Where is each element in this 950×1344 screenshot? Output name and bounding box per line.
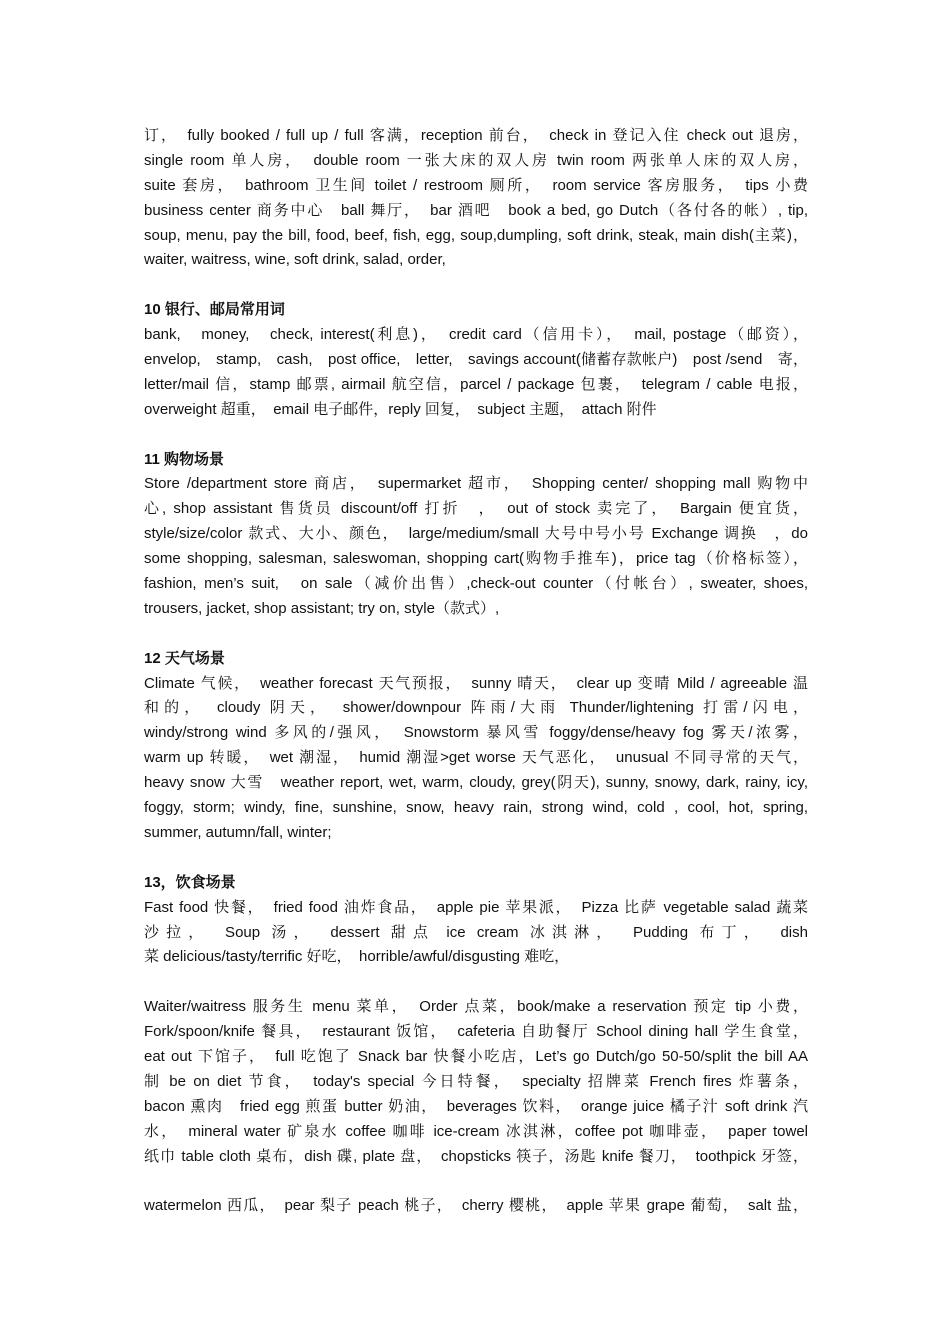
paragraph-gap	[144, 970, 808, 995]
text-line: style/size/color 款式、大小、颜色， large/medium/small 大号中号小号 Exchange 调换 ，do	[144, 525, 808, 543]
paragraph-gap	[144, 622, 808, 647]
text-line: Fast food 快餐， fried food 油炸食品， apple pie 苹果派， Pizza 比萨 vegetable salad 蔬菜	[144, 898, 808, 916]
text-line: eat out 下馆子， full 吃饱了 Snack bar 快餐小吃店，Let’s go Dutch/go 50-50/split the bill AA	[144, 1047, 808, 1065]
text-line: waiter, waitress, wine, soft drink, salad, order,	[144, 251, 446, 269]
text-line: Climate 气候， weather forecast 天气预报， sunny 晴天， clear up 变晴 Mild / agreeable 温	[144, 674, 808, 692]
text-line: trousers, jacket, shop assistant; try on, style（款式）,	[144, 599, 500, 617]
text-line: bank, money, check, interest(利息)， credit card（信用卡）， mail, postage（邮资），	[144, 326, 808, 344]
text-line: foggy, storm; windy, fine, sunshine, snow, heavy rain, strong wind, cold , cool, hot, spring,	[144, 799, 808, 817]
text-line: 和的， cloudy 阴天， shower/downpour 阵雨/大雨 Thunder/lightening 打雷/闪电，	[144, 699, 808, 717]
text-line: suite 套房， bathroom 卫生间 toilet / restroom 厕所， room service 客房服务， tips 小费	[144, 176, 808, 194]
hotel-vocab-paragraph	[144, 124, 808, 273]
section-heading: 11 购物场景	[144, 450, 225, 468]
text-line: bacon 熏肉 fried egg 煎蛋 butter 奶油， beverages 饮料， orange juice 橘子汁 soft drink 汽	[144, 1097, 808, 1115]
section-food	[144, 871, 808, 971]
section-shopping	[144, 448, 808, 622]
section-heading: 10 银行、邮局常用词	[144, 301, 285, 319]
text-line: 菜 delicious/tasty/terrific 好吃， horrible/awful/disgusting 难吃，	[144, 948, 570, 966]
text-line: Waiter/waitress 服务生 menu 菜单， Order 点菜，book/make a reservation 预定 tip 小费，	[144, 998, 808, 1016]
text-line: windy/strong wind 多风的/强风， Snowstorm 暴风雪 foggy/dense/heavy fog 雾天/浓雾，	[144, 724, 808, 742]
text-line: Store /department store 商店， supermarket 超市， Shopping center/ shopping mall 购物中	[144, 475, 808, 493]
text-line: letter/mail 信，stamp 邮票, airmail 航空信，parcel / package 包裹， telegram / cable 电报，	[144, 375, 808, 393]
section-heading: 12 天气场景	[144, 649, 225, 667]
paragraph-gap	[144, 423, 808, 448]
section-weather	[144, 647, 808, 846]
text-line: 沙拉， Soup 汤， dessert 甜点 ice cream 冰淇淋， Pudding 布丁， dish	[144, 923, 808, 941]
text-line: single room 单人房， double room 一张大床的双人房 twin room 两张单人床的双人房，	[144, 151, 808, 169]
text-line: heavy snow 大雪 weather report, wet, warm, cloudy, grey(阴天), sunny, snowy, dark, rainy, icy,	[144, 774, 808, 792]
text-line: soup, menu, pay the bill, food, beef, fish, egg, soup,dumpling, soft drink, steak, main dish(主菜)，	[144, 226, 808, 244]
paragraph-gap	[144, 273, 808, 298]
text-line: 制 be on diet 节食， today's special 今日特餐， specialty 招牌菜 French fires 炸薯条，	[144, 1072, 808, 1090]
text-line: fashion, men’s suit, on sale（减价出售）,check-out counter（付帐台）, sweater, shoes,	[144, 575, 808, 593]
document-page	[144, 124, 808, 1219]
text-line: 纸巾 table cloth 桌布，dish 碟, plate 盘， chopsticks 筷子，汤匙 knife 餐刀， toothpick 牙签，	[144, 1147, 808, 1165]
text-line: 水， mineral water 矿泉水 coffee 咖啡 ice-cream 冰淇淋，coffee pot 咖啡壶， paper towel	[144, 1122, 808, 1140]
paragraph-gap	[144, 846, 808, 871]
text-line: warm up 转暖， wet 潮湿， humid 潮湿>get worse 天气恶化， unusual 不同寻常的天气，	[144, 749, 808, 767]
text-line: business center 商务中心 ball 舞厅， bar 酒吧 book a bed, go Dutch（各付各的帐）, tip,	[144, 201, 808, 219]
restaurant-vocab-paragraph	[144, 995, 808, 1169]
text-line: Fork/spoon/knife 餐具， restaurant 饭馆， cafeteria 自助餐厅 School dining hall 学生食堂，	[144, 1023, 808, 1041]
fruit-vocab-paragraph	[144, 1194, 808, 1219]
section-heading: 13，饮食场景	[144, 873, 236, 891]
text-line: 心, shop assistant 售货员 discount/off 打折 ， out of stock 卖完了， Bargain 便宜货，	[144, 500, 808, 518]
section-bank-post	[144, 298, 808, 422]
text-line: some shopping, salesman, saleswoman, shopping cart(购物手推车)，price tag（价格标签），	[144, 550, 808, 568]
text-line: summer, autumn/fall, winter;	[144, 823, 332, 841]
text-line: 订， fully booked / full up / full 客满，reception 前台， check in 登记入住 check out 退房，	[144, 127, 808, 144]
text-line: overweight 超重， email 电子邮件，reply 回复， subject 主题， attach 附件	[144, 400, 657, 418]
text-line: watermelon 西瓜， pear 梨子 peach 桃子， cherry 樱桃， apple 苹果 grape 葡萄， salt 盐，	[144, 1197, 808, 1215]
paragraph-gap	[144, 1169, 808, 1194]
text-line: envelop, stamp, cash, post office, letter, savings account(储蓄存款帐户) post /send 寄，	[144, 351, 808, 369]
